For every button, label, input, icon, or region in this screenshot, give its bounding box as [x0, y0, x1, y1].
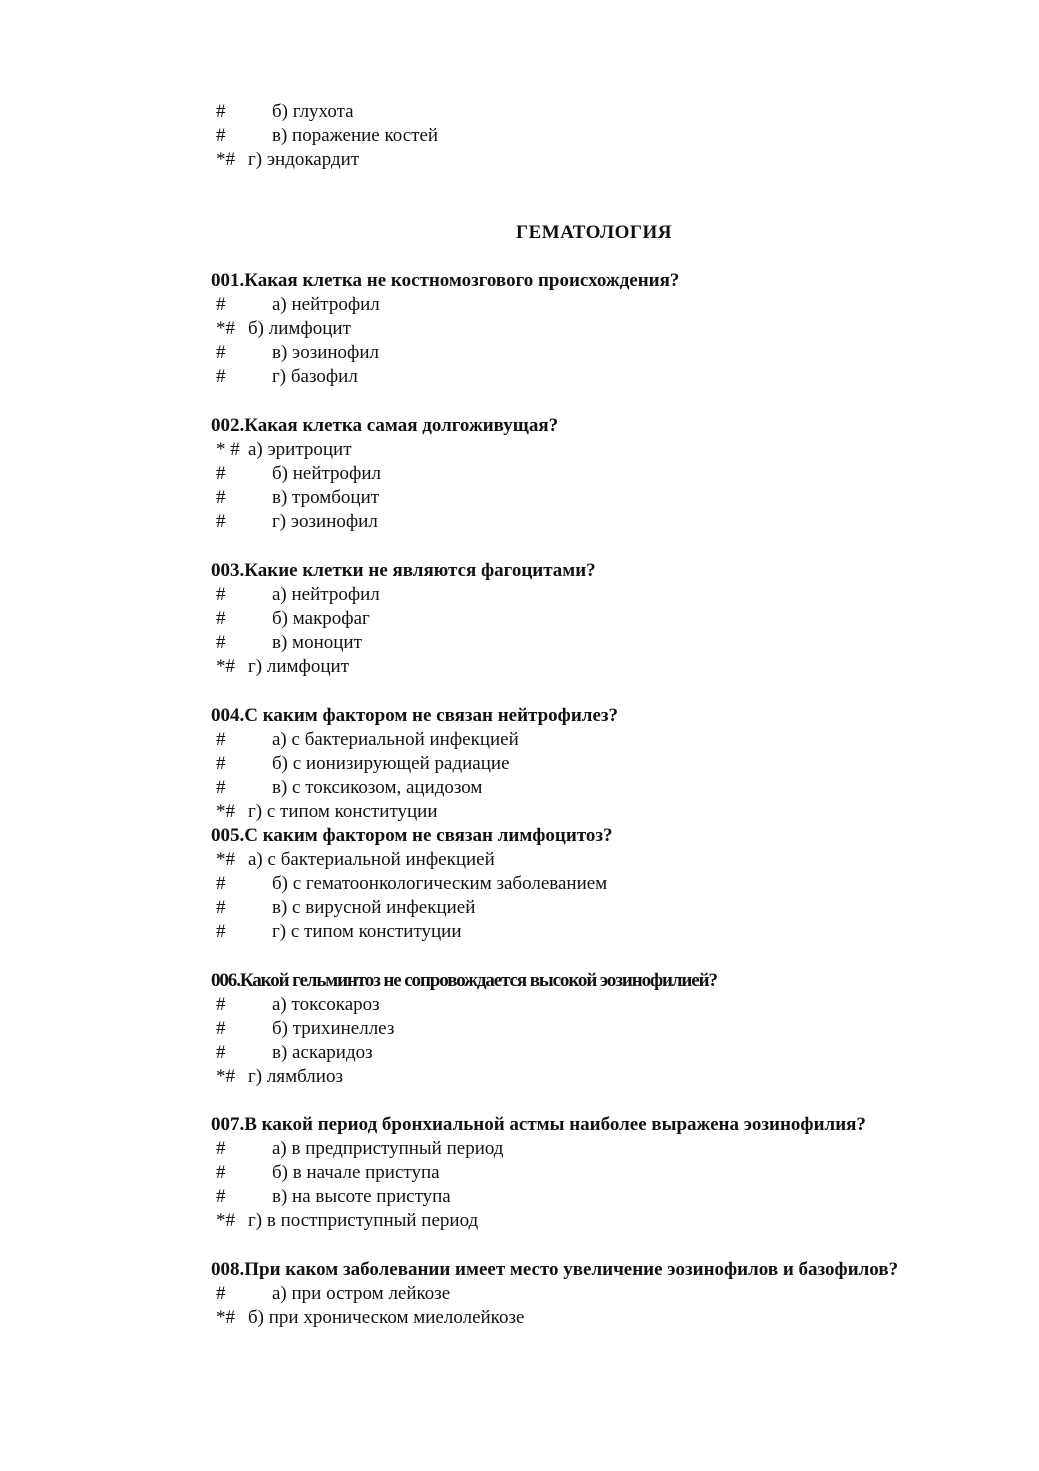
question-005: 005.С каким фактором не связан лимфоцитоз? [211, 825, 613, 846]
option-mark: # [216, 729, 226, 750]
option-text: а) токсокароз [272, 994, 380, 1015]
option-mark: # [216, 342, 226, 363]
option-text: в) с токсикозом, ацидозом [272, 777, 483, 798]
option-text: б) нейтрофил [272, 463, 382, 484]
option-mark: # [216, 294, 226, 315]
option-text: г) лямблиоз [248, 1066, 343, 1087]
option-mark: *# [216, 318, 235, 339]
option-text: г) эозинофил [272, 511, 378, 532]
option-mark: *# [216, 849, 235, 870]
option-mark: # [216, 101, 226, 122]
option-text: а) в предприступный период [272, 1138, 504, 1159]
option-text: а) нейтрофил [272, 584, 380, 605]
option-mark: * # [216, 439, 240, 460]
option-text: г) в постприступный период [248, 1210, 479, 1231]
option-mark: # [216, 777, 226, 798]
question-007: 007.В какой период бронхиальной астмы наиболее выражена эозинофилия? [211, 1114, 866, 1135]
option-mark: # [216, 1283, 226, 1304]
option-text: а) с бактериальной инфекцией [272, 729, 519, 750]
option-text: в) аскаридоз [272, 1042, 373, 1063]
option-mark: # [216, 1162, 226, 1183]
option-mark: # [216, 994, 226, 1015]
option-mark: *# [216, 801, 235, 822]
option-text: в) с вирусной инфекцией [272, 897, 476, 918]
option-mark: # [216, 873, 226, 894]
option-text: б) с ионизирующей радиацие [272, 753, 510, 774]
question-002: 002.Какая клетка самая долгоживущая? [211, 415, 559, 436]
option-text: а) нейтрофил [272, 294, 380, 315]
option-mark: # [216, 584, 226, 605]
option-text: г) эндокардит [248, 149, 360, 170]
option-text: в) эозинофил [272, 342, 380, 363]
option-text: в) моноцит [272, 632, 362, 653]
option-mark: *# [216, 1210, 235, 1231]
option-mark: # [216, 753, 226, 774]
question-004: 004.С каким фактором не связан нейтрофилез? [211, 705, 619, 726]
option-mark: # [216, 125, 226, 146]
option-text: б) макрофаг [272, 608, 370, 629]
section-title: ГЕМАТОЛОГИЯ [516, 222, 673, 243]
option-mark: # [216, 1018, 226, 1039]
option-mark: # [216, 511, 226, 532]
option-mark: *# [216, 149, 235, 170]
option-text: б) глухота [272, 101, 354, 122]
option-mark: # [216, 487, 226, 508]
option-mark: # [216, 1042, 226, 1063]
option-text: б) в начале приступа [272, 1162, 440, 1183]
option-text: б) с гематоонкологическим заболеванием [272, 873, 608, 894]
option-text: а) с бактериальной инфекцией [248, 849, 495, 870]
option-text: в) тромбоцит [272, 487, 380, 508]
option-text: б) лимфоцит [248, 318, 351, 339]
question-006: 006.Какой гельминтоз не сопровождается высокой эозинофилией? [211, 970, 717, 991]
option-mark: # [216, 897, 226, 918]
option-mark: *# [216, 656, 235, 677]
option-mark: *# [216, 1066, 235, 1087]
option-mark: # [216, 366, 226, 387]
option-mark: # [216, 921, 226, 942]
option-mark: # [216, 463, 226, 484]
option-text: г) лимфоцит [248, 656, 349, 677]
option-mark: # [216, 608, 226, 629]
option-text: г) с типом конституции [248, 801, 438, 822]
option-mark: # [216, 1138, 226, 1159]
option-text: б) при хроническом миелолейкозе [248, 1307, 525, 1328]
question-008: 008.При каком заболевании имеет место увеличение эозинофилов и базофилов? [211, 1259, 899, 1280]
option-text: г) с типом конституции [272, 921, 462, 942]
option-text: б) трихинеллез [272, 1018, 395, 1039]
option-mark: # [216, 632, 226, 653]
option-text: в) на высоте приступа [272, 1186, 451, 1207]
question-003: 003.Какие клетки не являются фагоцитами? [211, 560, 596, 581]
option-mark: *# [216, 1307, 235, 1328]
option-text: а) при остром лейкозе [272, 1283, 451, 1304]
option-text: в) поражение костей [272, 125, 439, 146]
question-001: 001.Какая клетка не костномозгового происхождения? [211, 270, 680, 291]
option-mark: # [216, 1186, 226, 1207]
option-text: а) эритроцит [248, 439, 352, 460]
option-text: г) базофил [272, 366, 358, 387]
